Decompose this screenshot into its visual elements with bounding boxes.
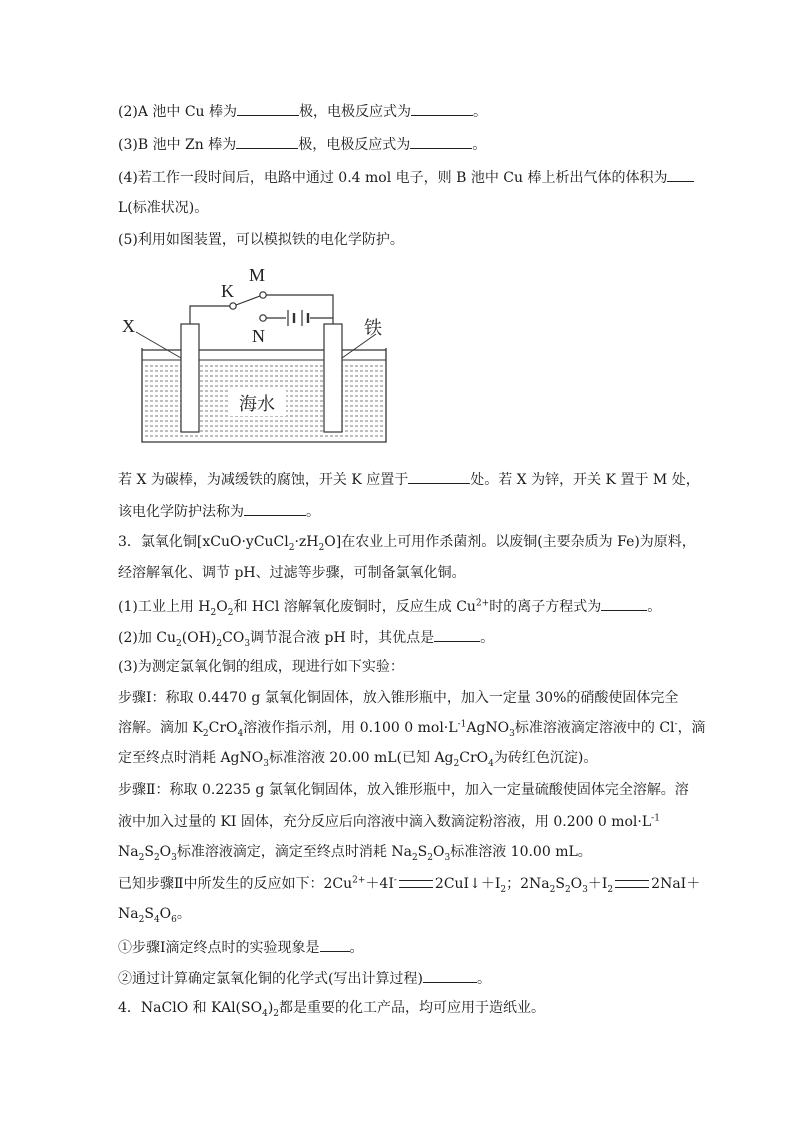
reaction-line-1 [118,875,700,893]
q3-r-l1-d: ；2Na [506,876,550,892]
q3-s1-l3-c: CrO [459,750,489,766]
q2-2-text-c: 。 [473,104,488,120]
q2-4-text-b: L(标准状况)。 [118,200,209,216]
q3-s1-l2-d: AgNO [466,720,510,736]
q3-sub: 2 [138,914,145,925]
answer-blank[interactable] [423,968,477,983]
q3-p2-d: 调节混合液 pH 时，其优点是 [250,630,435,646]
q3-s2-l3-o: O [433,844,445,860]
q3-sup: -1 [457,719,467,730]
question-3-part-3 [118,658,404,676]
q3-intro-a: 3．氯氧化铜[xCuO·yCuCl [118,534,289,550]
q3-s2-l3-a: Na [118,844,139,860]
q3-p3: (3)为测定氯氧化铜的组成，现进行如下实验： [118,659,404,675]
step-2-line-3 [118,843,592,861]
question-3-part-1 [118,596,661,616]
electrochemical-protection-diagram [118,262,398,452]
q2-5-after-d: 。 [306,504,320,520]
answer-blank[interactable] [244,501,306,516]
q2-5-text: (5)利用如图装置，可以模拟铁的电化学防护。 [118,232,404,248]
question-3-part-2 [118,627,494,647]
q3-sub: 2 [138,852,145,863]
question-3-intro [118,533,696,551]
q3-sub: 2 [427,852,433,863]
answer-blank[interactable] [411,101,473,116]
step-1-line-1 [118,689,678,707]
q3-sub: 3 [582,884,588,895]
q3-sub: 2 [607,884,614,895]
label-iron: 铁 [364,318,382,339]
q4-b: ) [267,1000,274,1016]
answer-blank[interactable] [320,937,350,952]
q3-sub: 2 [549,884,556,895]
q2-5-after-a: 若 X 为碳棒，为减缓铁的腐蚀，开关 K 应置于 [118,472,409,488]
q3-s2-l3-b: S [144,844,154,860]
label-k: K [221,281,234,301]
q3-sup: 2+ [475,598,490,609]
question-4 [118,999,545,1017]
q3-r-l2-c: O [159,906,172,922]
q3-p2-c: CO [222,630,245,646]
double-arrow-1 [399,880,433,888]
answer-blank[interactable] [236,134,298,149]
q3-sub: 2 [411,852,418,863]
wire-x [190,306,230,324]
q3-sub: 3 [263,758,269,769]
q3-intro-b: ·zH [294,534,319,550]
question-2-part-5-text [118,469,700,489]
step-2-line-1 [118,781,689,799]
q3-r-l1-f: 2NaI＋ [651,876,701,892]
q3-p1-c: 和 HCl 溶解氧化废铜时，反应生成 Cu [233,599,476,615]
q3-p1-e: 。 [647,599,662,615]
contact-n[interactable] [260,315,266,321]
q3-s1-l1: 步骤Ⅰ：称取 0.4470 g 氯氧化铜固体，放入锥形瓶中，加入一定量 30%的硝酸使固体完全 [118,690,679,706]
contact-m[interactable] [260,292,266,298]
electrode-iron [324,324,342,432]
q3-sub: 2 [202,728,209,739]
q3-sup: - [393,875,397,886]
q3-sub: 2 [216,638,223,649]
q3-sub: 2 [564,884,571,895]
q3-r-l1-e: ＋I [587,876,608,892]
q3-s2-l3-s: S [417,844,428,860]
q3-s2-l3-e: 标准溶液 10.00 mL。 [450,844,592,860]
q3-r-l1-a: 已知步骤Ⅱ中所发生的反应如下：2Cu [118,876,353,892]
q3-p1-b: O [216,599,228,615]
q4-sub: 2 [273,1008,280,1019]
q3-sub: 6 [171,914,177,925]
q3-sub: 3 [244,638,251,649]
electrode-x [181,324,199,432]
question-2-part-5 [118,231,404,249]
q3-sup: - [674,719,678,730]
q3-sub: 3 [509,728,515,739]
q3-sub: 2 [176,638,182,649]
answer-blank[interactable] [237,101,299,116]
q4-a: 4．NaClO 和 KAl(SO [118,1000,263,1016]
q2-4-text-a: (4)若工作一段时间后，电路中通过 0.4 mol 电子，则 B 池中 Cu 棒上析出气体的体积为 [118,170,668,186]
question-3-intro-cont [118,564,466,582]
q3-s1-l2-a: 溶解。滴加 K [118,720,203,736]
q3-r-l2-a: Na [118,906,139,922]
q2-2-text-a: (2)A 池中 Cu 棒为 [118,104,238,120]
answer-blank[interactable] [408,469,470,484]
question-2-part-5-text-cont [118,501,320,521]
q3-intro2: 经溶解氧化、调节 pH、过滤等步骤，可制备氯氧化铜。 [118,565,466,581]
q3-p2-b: (OH) [181,630,217,646]
q3-c2-a: ②通过计算确定氯氧化铜的化学式(写出计算过程) [118,971,423,987]
question-2-part-4-cont [118,199,208,217]
q4-c: 都是重要的化工产品，均可应用于造纸业。 [279,1000,546,1016]
q3-sup: 2+ [352,875,366,886]
q3-s2-l1: 步骤Ⅱ：称取 0.2235 g 氯氧化铜固体，放入锥形瓶中，加入一定量硫酸使固体完全溶解。溶 [118,782,689,798]
q2-3-text-b: 极，电极反应式为 [298,137,411,153]
q3-s1-l2-c: 溶液作指示剂，用 0.100 0 mol·L [243,720,458,736]
q3-sub: 2 [500,884,507,895]
q3-sub: 4 [237,728,244,739]
step-1-line-3 [118,749,597,767]
answer-blank[interactable] [601,596,647,611]
step-1-line-2 [118,719,706,737]
reaction-line-2 [118,905,191,923]
q3-s1-l2-e: 标准溶液滴定溶液中的 Cl [514,720,675,736]
q3-sub: 2 [210,607,217,618]
q3-s2-l3-d: 标准溶液滴定，滴定至终点时消耗 Na [176,844,412,860]
q3-sub: 2 [227,607,234,618]
q3-c1-a: ①步骤Ⅰ滴定终点时的实验现象是 [118,940,320,956]
q4-sub: 4 [262,1008,268,1019]
q3-sub: 3 [444,852,451,863]
q3-sub: 2 [153,852,160,863]
q2-3-text-a: (3)B 池中 Zn 棒为 [118,137,237,153]
question-2-part-4 [118,167,694,187]
question-2-part-3 [118,134,486,154]
q2-3-text-c: 。 [472,137,487,153]
label-seawater: 海水 [239,394,275,415]
double-arrow-2 [615,880,649,888]
q3-s1-l2-f: ，滴 [677,720,706,736]
q3-r-l1-b: ＋4I [365,876,394,892]
q3-r-l1-c: 2CuI↓＋I [434,876,501,892]
q3-sup: -1 [651,813,660,824]
q3-s1-l3-d: 为砖红色沉淀)。 [493,750,598,766]
battery-symbol [288,310,308,326]
label-x: X [122,316,135,336]
q3-r-l2-b: S [144,906,154,922]
q3-sub: 4 [488,758,494,769]
switch-k-pivot[interactable] [230,303,236,309]
q3-c2-b: 。 [476,971,491,987]
label-n: N [252,326,265,346]
answer-blank[interactable] [667,167,694,182]
q3-s2-l2-a: 液中加入过量的 KI 固体，充分反应后向溶液中滴入数滴淀粉溶液，用 0.200 0 mol·L [118,814,652,830]
q3-s1-l3-b: 标准溶液 20.00 mL(已知 Ag [268,750,454,766]
q3-intro-c: O]在农业上可用作杀菌剂。以废铜(主要杂质为 Fe)为原料， [324,534,696,550]
answer-blank[interactable] [434,627,480,642]
step-2-line-2 [118,813,660,831]
q3-r-l1-s: S [555,876,565,892]
label-m: M [249,265,266,285]
q3-sub: 3 [171,852,177,863]
q3-c1-b: 。 [349,940,364,956]
question-3-sub-1 [118,937,364,957]
q3-p2-a: (2)加 Cu [118,630,177,646]
q3-p1-a: (1)工业上用 H [118,599,211,615]
q3-sub: 2 [453,758,460,769]
q3-s1-l3-a: 定至终点时消耗 AgNO [118,750,264,766]
switch-k-blade[interactable] [236,296,260,305]
answer-blank[interactable] [410,134,472,149]
q3-r-l1-o: O [570,876,583,892]
q2-5-after-c: 该电化学防护法称为 [118,504,244,520]
q3-p1-d: 时的离子方程式为 [489,599,602,615]
leader-x [136,332,181,358]
q3-s2-l3-c: O [159,844,172,860]
question-2-part-2 [118,101,487,121]
q3-sub: 4 [153,914,160,925]
q3-s1-l2-b: CrO [208,720,238,736]
q3-r-l2-d: 。 [176,906,191,922]
q3-sub: 2 [318,542,325,553]
q3-p2-e: 。 [480,630,495,646]
wire-m [266,295,333,324]
q2-5-after-b: 处。若 X 为锌，开关 K 置于 M 处， [470,472,700,488]
question-3-sub-2 [118,968,491,988]
q2-2-text-b: 极，电极反应式为 [299,104,412,120]
q3-sub: 2 [288,542,295,553]
